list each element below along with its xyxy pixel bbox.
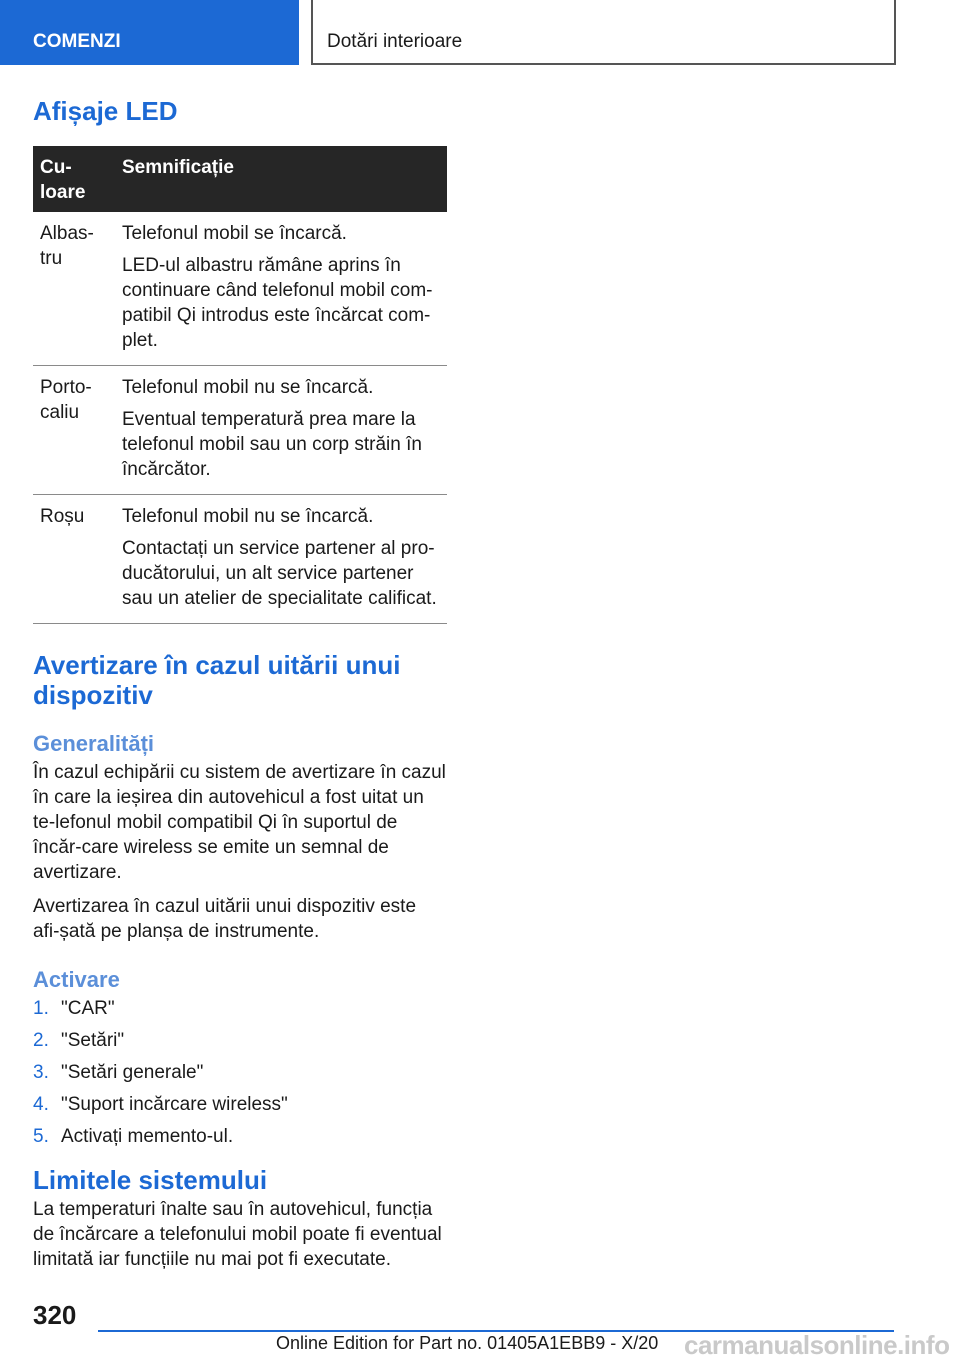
column-header-color: Cu- loare <box>33 146 115 212</box>
column-header-meaning: Semnificație <box>115 146 447 212</box>
step-text: "Setări" <box>61 1030 125 1051</box>
led-table <box>33 146 447 624</box>
table-row <box>33 366 447 495</box>
led-table-header <box>33 146 447 212</box>
page-number: 320 <box>33 1300 77 1330</box>
limits-heading: Limitele sistemului <box>33 1165 268 1195</box>
led-meaning-line: Telefonul mobil nu se încarcă. <box>122 377 374 398</box>
section-tab: COMENZI <box>0 0 299 65</box>
led-meaning-line: Telefonul mobil nu se încarcă. <box>122 506 374 527</box>
led-meaning-line: Contactați un service partener al pro-ducătorului, un alt service partener sau un atelier de specialitate calificat. <box>122 538 437 609</box>
activation-heading: Activare <box>33 967 120 992</box>
activation-steps <box>33 996 447 1149</box>
step-text: "CAR" <box>61 998 115 1019</box>
step-number: 4. <box>33 1094 49 1115</box>
general-heading: Generalități <box>33 731 155 756</box>
table-row <box>33 212 447 366</box>
led-meaning-cell <box>115 495 447 624</box>
list-item <box>33 1092 447 1117</box>
led-color-cell: Albas- tru <box>33 212 115 366</box>
step-number: 2. <box>33 1030 49 1051</box>
chapter-title: Dotări interioare <box>311 0 896 65</box>
list-item <box>33 1028 447 1053</box>
led-meaning-cell <box>115 366 447 495</box>
watermark: carmanualsonline.info <box>684 1330 950 1360</box>
general-paragraph: În cazul echipării cu sistem de avertizare în cazul în care la ieșirea din autovehicul a fost uitat un te-lefonul mobil compatibil Qi în suportul de încăr-care wireless se emite un semnal de avertizare. <box>33 762 446 883</box>
step-number: 1. <box>33 998 49 1019</box>
step-text: "Suport incărcare wireless" <box>61 1094 288 1115</box>
led-meaning-line: Eventual temperatură prea mare la telefonul mobil sau un corp străin în încărcător. <box>122 409 422 480</box>
limits-paragraph: La temperaturi înalte sau în autovehicul, funcția de încărcare a telefonului mobil poate fi eventual limitată iar funcțiile nu mai pot fi executate. <box>33 1199 442 1270</box>
led-color-cell: Roșu <box>33 495 115 624</box>
step-number: 3. <box>33 1062 49 1083</box>
list-item <box>33 996 447 1021</box>
step-number: 5. <box>33 1126 49 1147</box>
page-content <box>33 96 447 1272</box>
step-text: Activați memento-ul. <box>61 1126 234 1147</box>
led-heading: Afișaje LED <box>33 96 178 126</box>
warning-heading: Avertizare în cazul uitării unui dispozitiv <box>33 650 401 710</box>
edition-note: Online Edition for Part no. 01405A1EBB9 - X/20 <box>276 1333 659 1353</box>
table-row <box>33 495 447 624</box>
list-item <box>33 1060 447 1085</box>
step-text: "Setări generale" <box>61 1062 204 1083</box>
led-meaning-cell <box>115 212 447 366</box>
led-meaning-line: LED-ul albastru rămâne aprins în continuare când telefonul mobil com-patibil Qi introdus este încărcat com-plet. <box>122 255 433 351</box>
general-paragraph: Avertizarea în cazul uitării unui dispozitiv este afi-șată pe planșa de instrumente. <box>33 896 417 942</box>
led-color-cell: Porto- caliu <box>33 366 115 495</box>
led-meaning-line: Telefonul mobil se încarcă. <box>122 223 347 244</box>
list-item <box>33 1124 447 1149</box>
